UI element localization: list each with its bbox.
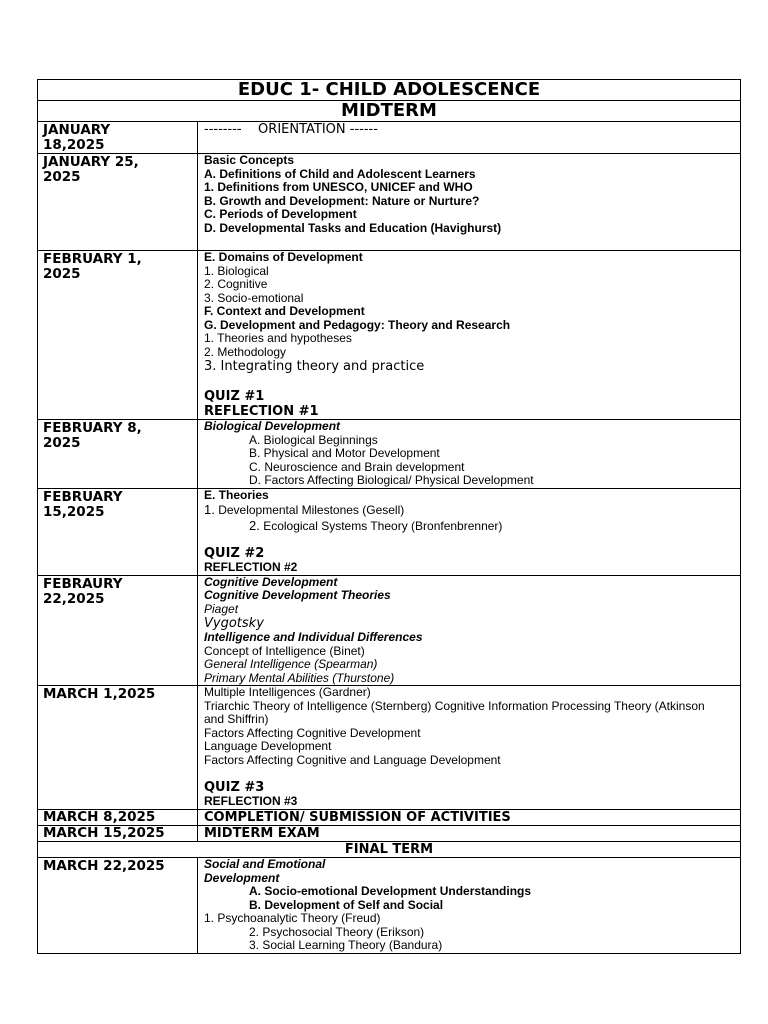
date-cell: FEBRAURY 22,2025 bbox=[38, 575, 198, 686]
topic-cell bbox=[198, 858, 741, 954]
schedule-row bbox=[38, 826, 741, 842]
topic-line: D. Factors Affecting Biological/ Physical Development bbox=[249, 473, 534, 487]
topic-line bbox=[204, 502, 740, 518]
orientation-text: -------- ORIENTATION ------ bbox=[204, 122, 378, 137]
schedule-row bbox=[38, 251, 741, 420]
topic-cell bbox=[198, 686, 741, 810]
topic-line: Biological Development bbox=[204, 419, 341, 433]
topic-line: Vygotsky bbox=[204, 616, 264, 631]
quiz-label: QUIZ #2 bbox=[204, 546, 265, 561]
reflection-label: REFLECTION #1 bbox=[204, 404, 319, 419]
topic-cell bbox=[198, 575, 741, 686]
final-term-heading: FINAL TERM bbox=[38, 842, 741, 858]
topic-line: Multiple Intelligences (Gardner) bbox=[204, 685, 371, 699]
quiz-label: QUIZ #3 bbox=[204, 780, 265, 795]
topic-line: A. Definitions of Child and Adolescent Learners bbox=[204, 166, 476, 181]
midterm-heading: MIDTERM bbox=[38, 101, 741, 122]
topic-cell bbox=[198, 488, 741, 575]
topic-cell bbox=[198, 154, 741, 251]
exam-text: MIDTERM EXAM bbox=[204, 826, 320, 841]
reflection-label: REFLECTION #3 bbox=[204, 794, 298, 808]
topic-line: Social and Emotional bbox=[204, 857, 326, 871]
topic-line: C. Periods of Development bbox=[204, 207, 357, 221]
topic-line: Concept of Intelligence (Binet) bbox=[204, 643, 365, 658]
topic-line: A. Socio-emotional Development Understandings bbox=[249, 884, 532, 898]
schedule-row bbox=[38, 575, 741, 686]
date-cell: MARCH 22,2025 bbox=[38, 858, 198, 954]
topic-line: General Intelligence (Spearman) bbox=[204, 657, 378, 671]
activity-text: COMPLETION/ SUBMISSION OF ACTIVITIES bbox=[204, 810, 511, 825]
date-cell: JANUARY 25, 2025 bbox=[38, 154, 198, 251]
topic-line: D. Developmental Tasks and Education (Havighurst) bbox=[204, 220, 502, 235]
topic-line: 2. Cognitive bbox=[204, 277, 268, 291]
topic-line: A. Biological Beginnings bbox=[249, 432, 378, 447]
topic-line: Cognitive Development bbox=[204, 574, 338, 589]
topic-line: E. Theories bbox=[204, 487, 269, 502]
list-text: Developmental Milestones (Gesell) bbox=[218, 503, 405, 517]
topic-line: C. Neuroscience and Brain development bbox=[249, 459, 465, 474]
topic-line: Primary Mental Abilities (Thurstone) bbox=[204, 670, 395, 685]
topic-cell bbox=[198, 251, 741, 420]
date-cell: FEBRUARY 8, 2025 bbox=[38, 420, 198, 489]
topic-line: Factors Affecting Cognitive and Language Development bbox=[204, 752, 501, 767]
date-cell: MARCH 8,2025 bbox=[38, 810, 198, 826]
list-number: 2. bbox=[249, 518, 260, 533]
reflection-label: REFLECTION #2 bbox=[204, 560, 298, 574]
topic-line: F. Context and Development bbox=[204, 304, 365, 318]
topic-line: Factors Affecting Cognitive Development bbox=[204, 725, 421, 740]
quiz-label: QUIZ #1 bbox=[204, 389, 265, 404]
schedule-table bbox=[37, 79, 741, 954]
date-cell: FEBRUARY 1, 2025 bbox=[38, 251, 198, 420]
topic-line: 1. Theories and hypotheses bbox=[204, 331, 352, 345]
schedule-row bbox=[38, 858, 741, 954]
topic-line: Triarchic Theory of Intelligence (Sternberg) Cognitive Information Processing Theory (Atkinson and Shiffrin) bbox=[204, 698, 705, 726]
topic-line: 1. Psychoanalytic Theory (Freud) bbox=[204, 911, 381, 925]
topic-line: 3. Integrating theory and practice bbox=[204, 359, 425, 374]
schedule-row bbox=[38, 488, 741, 575]
topic-cell bbox=[198, 122, 741, 154]
date-cell: MARCH 15,2025 bbox=[38, 826, 198, 842]
topic-line: 2. Methodology bbox=[204, 344, 287, 359]
schedule-row bbox=[38, 686, 741, 810]
topic-cell bbox=[198, 826, 741, 842]
topic-line: E. Domains of Development bbox=[204, 250, 363, 264]
document-title: EDUC 1- CHILD ADOLESCENCE bbox=[38, 80, 741, 101]
topic-line bbox=[204, 518, 740, 534]
list-text: Ecological Systems Theory (Bronfenbrenner) bbox=[263, 519, 503, 533]
topic-line: 3. Socio-emotional bbox=[204, 290, 304, 305]
topic-line: Cognitive Development Theories bbox=[204, 588, 391, 602]
topic-cell bbox=[198, 810, 741, 826]
topic-line: Basic Concepts bbox=[204, 153, 295, 167]
topic-line: Development bbox=[204, 870, 280, 885]
topic-line: 2. Psychosocial Theory (Erikson) bbox=[249, 924, 425, 939]
topic-line: 3. Social Learning Theory (Bandura) bbox=[249, 938, 443, 952]
topic-line: Intelligence and Individual Differences bbox=[204, 630, 423, 644]
schedule-row bbox=[38, 154, 741, 251]
schedule-row bbox=[38, 810, 741, 826]
topic-line: B. Physical and Motor Development bbox=[249, 446, 440, 460]
topic-line: B. Growth and Development: Nature or Nurture? bbox=[204, 193, 480, 208]
topic-line: 1. Biological bbox=[204, 263, 269, 278]
schedule-row bbox=[38, 122, 741, 154]
topic-cell bbox=[198, 420, 741, 489]
date-cell: FEBRUARY 15,2025 bbox=[38, 488, 198, 575]
topic-line: B. Development of Self and Social bbox=[249, 897, 444, 912]
topic-line: Piaget bbox=[204, 601, 239, 616]
midterm-row bbox=[38, 101, 741, 122]
final-term-row bbox=[38, 842, 741, 858]
topic-line: Language Development bbox=[204, 739, 332, 753]
list-number: 1. bbox=[204, 502, 215, 517]
schedule-row bbox=[38, 420, 741, 489]
date-cell: JANUARY 18,2025 bbox=[38, 122, 198, 154]
topic-line: G. Development and Pedagogy: Theory and Research bbox=[204, 317, 511, 332]
date-cell: MARCH 1,2025 bbox=[38, 686, 198, 810]
title-row bbox=[38, 80, 741, 101]
topic-line: 1. Definitions from UNESCO, UNICEF and WHO bbox=[204, 180, 473, 194]
